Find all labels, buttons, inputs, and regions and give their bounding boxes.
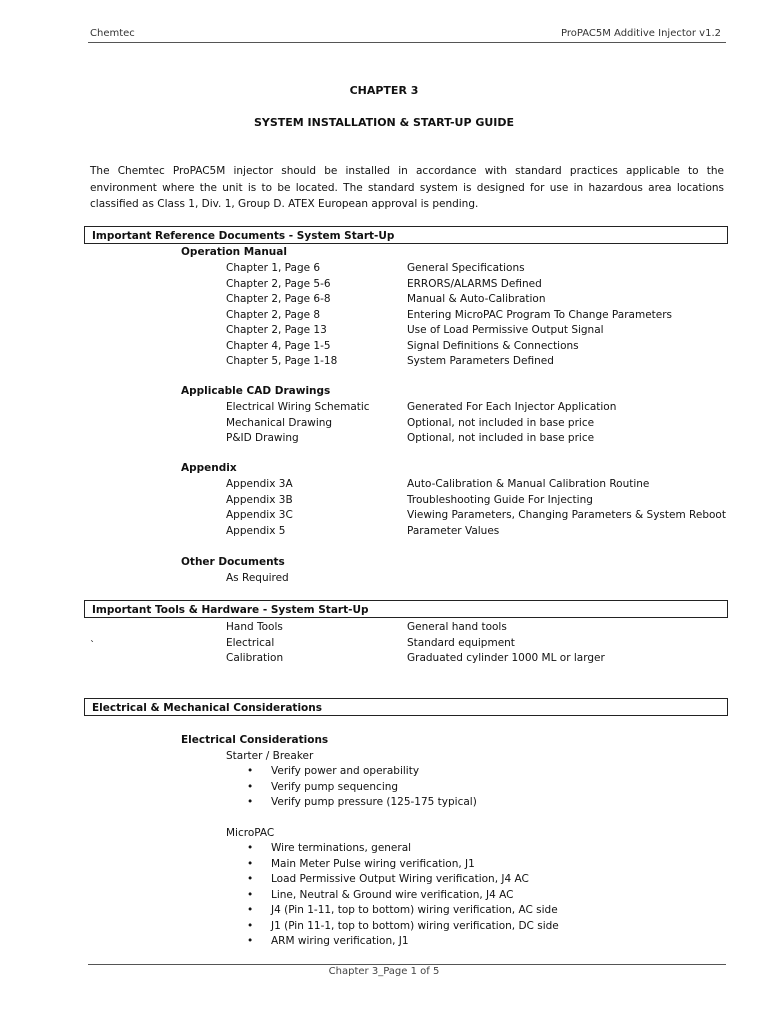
bullet-icon: •: [247, 888, 254, 901]
micropac-bullet-item: Load Permissive Output Wiring verification, J4 AC: [271, 873, 529, 885]
electrical-considerations-heading: Electrical Considerations: [181, 734, 329, 746]
micropac-bullet-item: J4 (Pin 1-11, top to bottom) wiring verification, AC side: [271, 904, 558, 916]
cad-row-ref: Mechanical Drawing: [226, 416, 333, 429]
header-company: Chemtec: [90, 28, 135, 39]
other-docs-item: As Required: [226, 572, 289, 584]
operation-manual-row-ref: Chapter 2, Page 5-6: [226, 277, 331, 290]
tools-box: Important Tools & Hardware - System Start-Up: [84, 600, 728, 618]
operation-manual-row-desc: ERRORS/ALARMS Defined: [407, 277, 542, 290]
micropac-bullet-item: J1 (Pin 11-1, top to bottom) wiring verification, DC side: [271, 919, 559, 932]
operation-manual-row-desc: Manual & Auto-Calibration: [407, 293, 546, 305]
operation-manual-row-ref: Chapter 4, Page 1-5: [226, 339, 331, 352]
operation-manual-row-ref: Chapter 2, Page 8: [226, 308, 321, 321]
starter-bullet-item: Verify pump pressure (125-175 typical): [271, 796, 477, 808]
operation-manual-row-ref: Chapter 5, Page 1-18: [226, 355, 338, 367]
starter-bullet-item: Verify pump sequencing: [271, 780, 399, 793]
operation-manual-row-ref: Chapter 1, Page 6: [226, 262, 321, 274]
tools-row-ref: Electrical: [226, 636, 275, 649]
bullet-icon: •: [247, 765, 254, 777]
bullet-icon: •: [247, 873, 254, 885]
tools-row-desc: Graduated cylinder 1000 ML or larger: [407, 652, 605, 664]
operation-manual-row-desc: Signal Definitions & Connections: [407, 339, 579, 352]
operation-manual-row-desc: Use of Load Permissive Output Signal: [407, 324, 604, 336]
tools-row-desc: Standard equipment: [407, 636, 515, 649]
micropac-bullet-item: Line, Neutral & Ground wire verification, J4 AC: [271, 888, 514, 901]
bullet-icon: •: [247, 904, 254, 916]
operation-manual-heading: Operation Manual: [181, 246, 287, 258]
appendix-row-desc: Auto-Calibration & Manual Calibration Routine: [407, 478, 650, 490]
header-doc-title: ProPAC5M Additive Injector v1.2: [560, 28, 721, 39]
page-footer: Chapter 3_Page 1 of 5: [328, 966, 440, 977]
starter-breaker-label: Starter / Breaker: [226, 750, 314, 762]
cad-row-ref: P&ID Drawing: [226, 432, 299, 444]
starter-bullet-item: Verify power and operability: [271, 765, 420, 777]
appendix-row-ref: Appendix 5: [226, 524, 286, 537]
bullet-icon: •: [247, 842, 254, 854]
appendix-row-desc: Viewing Parameters, Changing Parameters & System Reboot: [407, 509, 726, 521]
bullet-icon: •: [247, 935, 254, 947]
appendix-row-desc: Parameter Values: [407, 524, 500, 537]
header-rule: [88, 42, 726, 43]
cad-heading: Applicable CAD Drawings: [181, 385, 331, 397]
bullet-icon: •: [247, 919, 254, 932]
other-docs-heading: Other Documents: [181, 556, 285, 568]
chapter-heading: CHAPTER 3: [349, 84, 419, 97]
appendix-heading: Appendix: [181, 462, 237, 474]
appendix-row-ref: Appendix 3A: [226, 478, 293, 490]
operation-manual-row-desc: System Parameters Defined: [407, 355, 554, 367]
bullet-icon: •: [247, 857, 254, 870]
intro-paragraph: The Chemtec ProPAC5M injector should be installed in accordance with standard practices applicable to the environment where the unit is to be located. The standard system is designed for use in hazardous area locations classified as Class 1, Div. 1, Group D. ATEX European approval is pending.: [90, 165, 724, 210]
ref-docs-box: Important Reference Documents - System Start-Up: [84, 226, 728, 244]
bullet-icon: •: [247, 780, 254, 793]
micropac-bullet-item: Wire terminations, general: [271, 842, 412, 854]
stray-mark: `: [90, 640, 95, 651]
operation-manual-row-desc: Entering MicroPAC Program To Change Parameters: [407, 308, 673, 321]
cad-row-desc: Generated For Each Injector Application: [407, 401, 617, 413]
operation-manual-row-ref: Chapter 2, Page 13: [226, 324, 327, 336]
elec-mech-box: Electrical & Mechanical Considerations: [84, 698, 728, 716]
operation-manual-row-ref: Chapter 2, Page 6-8: [226, 293, 331, 305]
cad-row-ref: Electrical Wiring Schematic: [226, 401, 370, 413]
bullet-icon: •: [247, 796, 254, 808]
tools-row-desc: General hand tools: [407, 621, 507, 633]
appendix-row-desc: Troubleshooting Guide For Injecting: [407, 493, 593, 506]
appendix-row-ref: Appendix 3B: [226, 493, 293, 506]
tools-row-ref: Hand Tools: [226, 621, 283, 633]
page-title: SYSTEM INSTALLATION & START-UP GUIDE: [253, 116, 515, 129]
appendix-row-ref: Appendix 3C: [226, 509, 293, 521]
cad-row-desc: Optional, not included in base price: [407, 416, 595, 429]
cad-row-desc: Optional, not included in base price: [407, 432, 595, 444]
micropac-label: MicroPAC: [226, 827, 275, 839]
micropac-bullet-item: ARM wiring verification, J1: [271, 935, 409, 947]
footer-rule: [88, 964, 726, 965]
operation-manual-row-desc: General Specifications: [407, 262, 525, 274]
micropac-bullet-item: Main Meter Pulse wiring verification, J1: [271, 857, 475, 870]
tools-row-ref: Calibration: [226, 652, 284, 664]
